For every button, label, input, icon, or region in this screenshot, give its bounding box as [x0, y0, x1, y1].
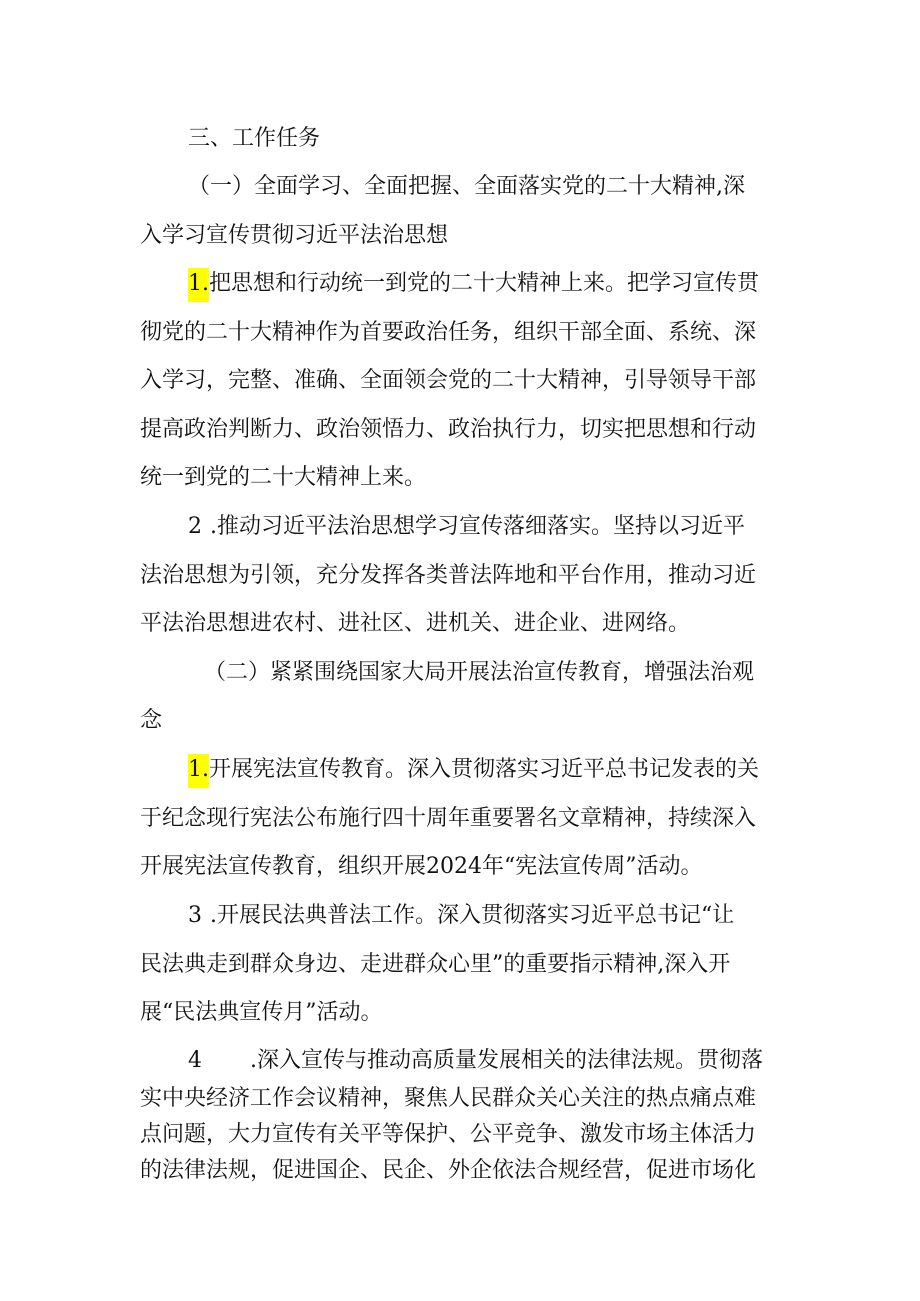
item1-2-line1	[188, 512, 745, 542]
item1-1-line1	[188, 269, 759, 299]
item-number: 2	[188, 514, 202, 539]
item2-3-text: .开展民法典普法工作。深入贯彻落实习近平总书记“让	[210, 903, 735, 928]
item1-2-line3: 平法治思想进农村、进社区、进机关、进企业、进网络。	[140, 611, 691, 636]
section-heading: 三、工作任务	[188, 126, 321, 151]
item2-4-line2: 实中央经济工作会议精神，聚焦人民群众关心关注的热点痛点难	[140, 1086, 757, 1111]
section2-title-line2: 念	[140, 708, 163, 733]
item2-1-line2: 于纪念现行宪法公布施行四十周年重要署名文章精神，持续深入	[140, 806, 757, 831]
item1-1-line3: 入学习，完整、准确、全面领会党的二十大精神，引导领导干部	[140, 368, 757, 393]
item-number: 3	[188, 903, 202, 928]
item2-1-line3: 开展宪法宣传教育，组织开展2024年“宪法宣传周”活动。	[140, 854, 703, 879]
item2-1-line1	[188, 755, 759, 785]
item2-1-text: 开展宪法宣传教育。深入贯彻落实习近平总书记发表的关	[209, 757, 760, 782]
item1-1-text: 把思想和行动统一到党的二十大精神上来。把学习宣传贯	[209, 271, 760, 296]
item1-1-line5: 统一到党的二十大精神上来。	[140, 465, 427, 490]
item2-3-line2: 民法典走到群众身边、走进群众心里”的重要指示精神,深入开	[140, 952, 731, 977]
section2-title-line1: （二）紧紧围绕国家大局开展法治宣传教育，增强法治观	[204, 660, 755, 685]
item2-4-text: .深入宣传与推动高质量发展相关的法律法规。贯彻落	[250, 1048, 763, 1073]
item2-4-line4: 的法律法规，促进国企、民企、外企依法合规经营，促进市场化	[140, 1158, 757, 1183]
item1-1-line2: 彻党的二十大精神作为首要政治任务，组织干部全面、系统、深	[140, 320, 757, 345]
section1-title-line2: 入学习宣传贯彻习近平法治思想	[140, 223, 449, 248]
item2-4-line3: 点问题，大力宣传有关平等保护、公平竞争、激发市场主体活力	[140, 1122, 757, 1147]
item2-3-line1	[188, 901, 734, 931]
item-number-highlight: 1.	[188, 268, 209, 302]
item-number-highlight: 1.	[188, 754, 209, 788]
item1-1-line4: 提高政治判断力、政治领悟力、政治执行力，切实把思想和行动	[140, 417, 757, 442]
item1-2-text: .推动习近平法治思想学习宣传落细落实。坚持以习近平	[210, 514, 745, 539]
item2-3-line3: 展“民法典宣传月”活动。	[140, 1000, 383, 1025]
item-number: 4	[188, 1048, 202, 1073]
section1-title-line1: （一）全面学习、全面把握、全面落实党的二十大精神,深	[188, 174, 745, 199]
item1-2-line2: 法治思想为引领，充分发挥各类普法阵地和平台作用，推动习近	[140, 563, 757, 588]
item2-4-line1	[188, 1046, 763, 1076]
